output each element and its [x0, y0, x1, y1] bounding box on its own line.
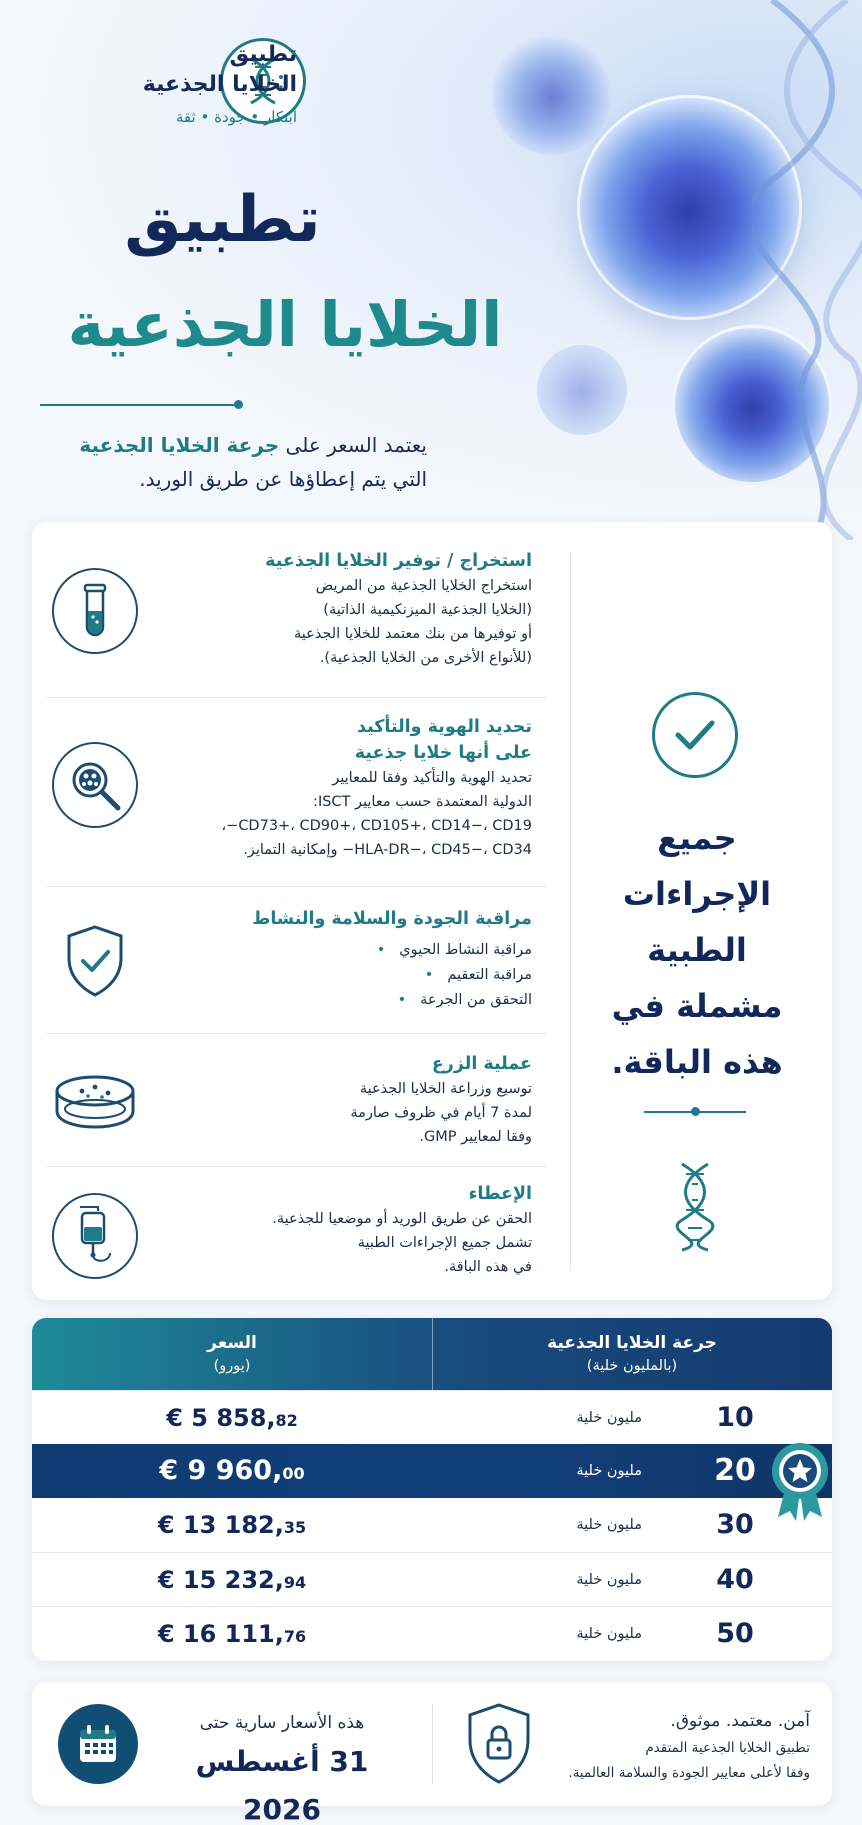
calendar-icon — [58, 1704, 138, 1784]
page-title-line1: تطبيق — [124, 183, 321, 257]
checkmark-icon — [652, 692, 738, 778]
procedure-administration — [32, 1179, 547, 1297]
procedure-bullets — [162, 938, 532, 1013]
procedure-extraction — [32, 546, 547, 696]
note-line: الطبية — [647, 931, 747, 969]
title-divider-dot — [234, 400, 243, 409]
divider — [47, 1166, 547, 1167]
brand-tagline: ابتكار • جودة • ثقة — [175, 108, 297, 126]
price-main: € 9 960, — [159, 1455, 283, 1486]
procedure-text — [162, 714, 532, 862]
vertical-divider — [570, 552, 571, 1270]
row-unit: مليون خلية — [576, 1517, 642, 1533]
procedure-title-line2: على أنها خلايا جذعية — [354, 743, 532, 763]
note-line: جميع — [657, 819, 737, 857]
row-unit: مليون خلية — [576, 1572, 642, 1588]
procedure-desc-line: توسيع وزراعة الخلايا الجذعية — [359, 1081, 532, 1097]
procedure-text — [162, 548, 532, 670]
column-header-price — [32, 1318, 432, 1390]
note-line: مشملة في — [611, 987, 783, 1025]
price-main: € 13 182, — [157, 1511, 284, 1539]
price-main: € 16 111, — [157, 1620, 284, 1648]
trust-block — [530, 1706, 810, 1786]
procedure-title-line1: تحديد الهوية والتأكيد — [356, 717, 532, 737]
table-row — [32, 1552, 832, 1606]
price-decimal: 82 — [275, 1411, 298, 1430]
procedure-title: مراقبة الجودة والسلامة والنشاط — [252, 909, 532, 929]
shield-lock-icon — [464, 1702, 534, 1786]
included-procedures-note — [602, 810, 792, 1090]
title-divider — [40, 404, 240, 406]
bullet-item: التحقق من الجرعة • — [162, 988, 532, 1013]
procedure-desc-line: تحديد الهوية والتأكيد وفقا للمعايير — [332, 770, 532, 786]
procedure-identification — [32, 712, 547, 884]
side-divider-dot — [691, 1107, 700, 1116]
procedure-culture — [32, 1047, 547, 1165]
row-dose: 10 — [716, 1402, 754, 1433]
iv-bag-icon — [52, 1193, 138, 1279]
row-price — [32, 1553, 432, 1607]
bullet-item: مراقبة النشاط الحيوي • — [162, 938, 532, 963]
stem-cell-image — [492, 35, 612, 155]
trust-line: وفقا لأعلى معايير الجودة والسلامة العالمية. — [568, 1765, 810, 1781]
price-decimal: 00 — [282, 1464, 305, 1483]
price-header-label: السعر — [207, 1333, 257, 1353]
table-row — [32, 1606, 832, 1660]
dose-header-unit: (بالمليون خلية) — [586, 1358, 678, 1374]
divider — [47, 886, 547, 887]
procedures-list — [32, 522, 547, 1300]
bullet-item: مراقبة التعقيم • — [162, 963, 532, 988]
dose-header-label: جرعة الخلايا الجذعية — [547, 1333, 717, 1353]
price-decimal: 35 — [283, 1518, 307, 1537]
note-line: الإجراءات — [622, 875, 772, 913]
brand — [27, 40, 297, 126]
validity-date: 31 أغسطس 2026 — [195, 1745, 369, 1825]
table-header — [32, 1318, 832, 1390]
validity-label: هذه الأسعار سارية حتى — [199, 1713, 365, 1733]
procedure-desc-line: استخراج الخلايا الجذعية من المريض — [315, 578, 532, 594]
price-header-unit: (يورو) — [213, 1358, 251, 1374]
price-main: € 5 858, — [166, 1404, 276, 1432]
intro-part1: يعتمد السعر على — [279, 433, 427, 457]
test-tube-icon — [52, 568, 138, 654]
brand-line1: تطبيق — [229, 42, 297, 67]
divider — [47, 1033, 547, 1034]
procedure-title: عملية الزرع — [431, 1054, 532, 1074]
procedure-desc-line: وفقا لمعايير GMP. — [419, 1129, 532, 1145]
row-dose: 20 — [714, 1453, 756, 1488]
petri-dish-icon — [52, 1061, 138, 1147]
column-header-dose — [432, 1318, 832, 1390]
procedure-desc-line: لمدة 7 أيام في ظروف صارمة — [350, 1105, 532, 1121]
procedure-desc-line: تشمل جميع الإجراءات الطبية — [357, 1235, 532, 1251]
procedure-desc-line: CD73+، CD90+، CD105+، CD14−، CD19−، — [221, 818, 532, 834]
procedure-title: استخراج / توفير الخلايا الجذعية — [265, 551, 532, 571]
procedure-quality — [32, 900, 547, 1030]
table-row-highlighted — [32, 1444, 832, 1498]
page-title-line2: الخلايا الجذعية — [67, 288, 503, 361]
footer-divider — [432, 1704, 433, 1784]
row-price — [32, 1498, 432, 1552]
intro-part2: التي يتم إعطاؤها عن طريق الوريد. — [139, 467, 427, 491]
row-price — [32, 1607, 432, 1661]
intro-text — [27, 428, 427, 496]
row-price — [32, 1444, 432, 1498]
shield-check-icon — [52, 918, 138, 1004]
footer-card — [32, 1682, 832, 1825]
procedures-card — [32, 522, 832, 1300]
stem-cell-image — [537, 345, 627, 435]
dna-icon — [672, 1162, 718, 1256]
procedure-desc-line: HLA-DR−، CD45−، CD34− وإمكانية التمايز. — [243, 842, 532, 858]
row-unit: مليون خلية — [576, 1626, 642, 1642]
divider — [47, 697, 547, 698]
price-decimal: 94 — [283, 1573, 307, 1592]
note-line: هذه الباقة. — [611, 1043, 783, 1081]
best-value-badge-icon — [768, 1441, 832, 1521]
procedure-text — [162, 1051, 532, 1149]
trust-title: آمن. معتمد. موثوق. — [670, 1711, 810, 1731]
row-price — [32, 1391, 432, 1445]
dna-helix-image — [752, 0, 862, 540]
validity-block — [152, 1708, 412, 1825]
procedure-text — [162, 1181, 532, 1279]
procedure-desc-line: (الخلايا الجذعية الميزنكيمية الذاتية) — [323, 602, 532, 618]
row-dose: 50 — [716, 1618, 754, 1649]
procedure-title: الإعطاء — [468, 1184, 532, 1204]
trust-line: تطبيق الخلايا الجذعية المتقدم — [645, 1740, 810, 1756]
intro-highlight: جرعة الخلايا الجذعية — [79, 433, 280, 457]
row-unit: مليون خلية — [576, 1463, 642, 1479]
price-table — [32, 1318, 832, 1661]
brand-line2: الخلايا الجذعية — [142, 72, 297, 97]
row-dose: 40 — [716, 1564, 754, 1595]
magnifier-cells-icon — [52, 742, 138, 828]
table-row — [32, 1390, 832, 1444]
price-main: € 15 232, — [157, 1566, 284, 1594]
price-decimal: 76 — [283, 1627, 307, 1646]
row-unit: مليون خلية — [576, 1410, 642, 1426]
procedure-desc-line: الدولية المعتمدة حسب معايير ISCT: — [313, 794, 532, 810]
procedure-text — [162, 906, 532, 1013]
procedure-desc-line: الحقن عن طريق الوريد أو موضعيا للجذعية. — [272, 1211, 532, 1227]
procedure-desc-line: أو توفيرها من بنك معتمد للخلايا الجذعية — [293, 626, 532, 642]
procedure-desc-line: (للأنواع الأخرى من الخلايا الجذعية). — [319, 650, 532, 666]
table-row — [32, 1498, 832, 1552]
procedure-desc-line: في هذه الباقة. — [444, 1259, 532, 1275]
row-dose: 30 — [716, 1509, 754, 1540]
